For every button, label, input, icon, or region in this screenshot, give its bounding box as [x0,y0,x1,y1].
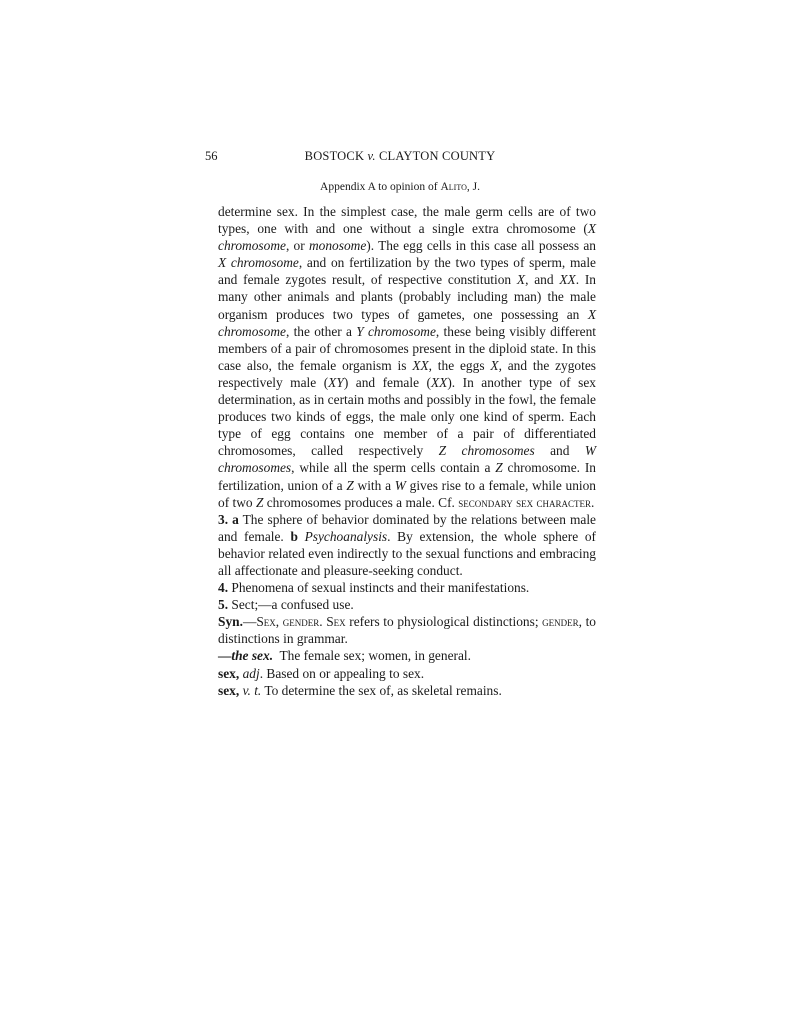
definition-sex-verb: sex, v. t. To determine the sex of, as skeletal remains. [218,682,502,698]
page-number: 56 [205,149,218,163]
running-header [0,149,800,167]
definition-3: 3. a The sphere of behavior dominated by the relations between male and female. b Psychoanalysis. By extension, the whole sphere of behavior related even indirectly to the sexual functions and embracing all affectionate and pleasure-seeking conduct. [218,511,596,578]
definition-4: 4. Phenomena of sexual instincts and their manifestations. [218,580,530,596]
appendix-subheader: Appendix A to opinion of Alito, J. [320,181,480,193]
case-title: BOSTOCK v. CLAYTON COUNTY [304,149,496,163]
definition-the-sex: —the sex. The female sex; women, in general. [218,648,471,664]
synonym-note: Syn.—Sex, gender. Sex refers to physiological distinctions; gender, to distinctions in grammar. [218,614,596,647]
definition-sex-adjective: sex, adj. Based on or appealing to sex. [218,665,425,681]
body-text [218,203,596,699]
definition-5: 5. Sect;—a confused use. [218,597,354,613]
paragraph-sex-determination: determine sex. In the simplest case, the male germ cells are of two types, one with and one without a single extra chromosome (X chromosome, or monosome). The egg cells in this case all possess an X chromosome, and on fertilization by the two types of sperm, male and female zygotes result, of respective constitution X, and XX. In many other animals and plants (probably including man) the male organism produces two types of gametes, one possessing an X chromosome, the other a Y chromosome, these being visibly different members of a pair of chromosomes present in the diploid state. In this case also, the female organism is XX, the eggs X, and the zygotes respectively male (XY) and female (XX). In another type of sex determination, as in certain moths and possibly in the fowl, the female produces two kinds of eggs, the male only one kind of sperm. Each type of egg contains one member of a pair of differentiated chromosomes, called respectively Z chromosomes and W chromosomes, while all the sperm cells contain a Z chromosome. In fertilization, union of a Z with a W gives rise to a female, while union of two Z chromosomes produces a male. Cf. secondary sex character. [218,204,597,510]
